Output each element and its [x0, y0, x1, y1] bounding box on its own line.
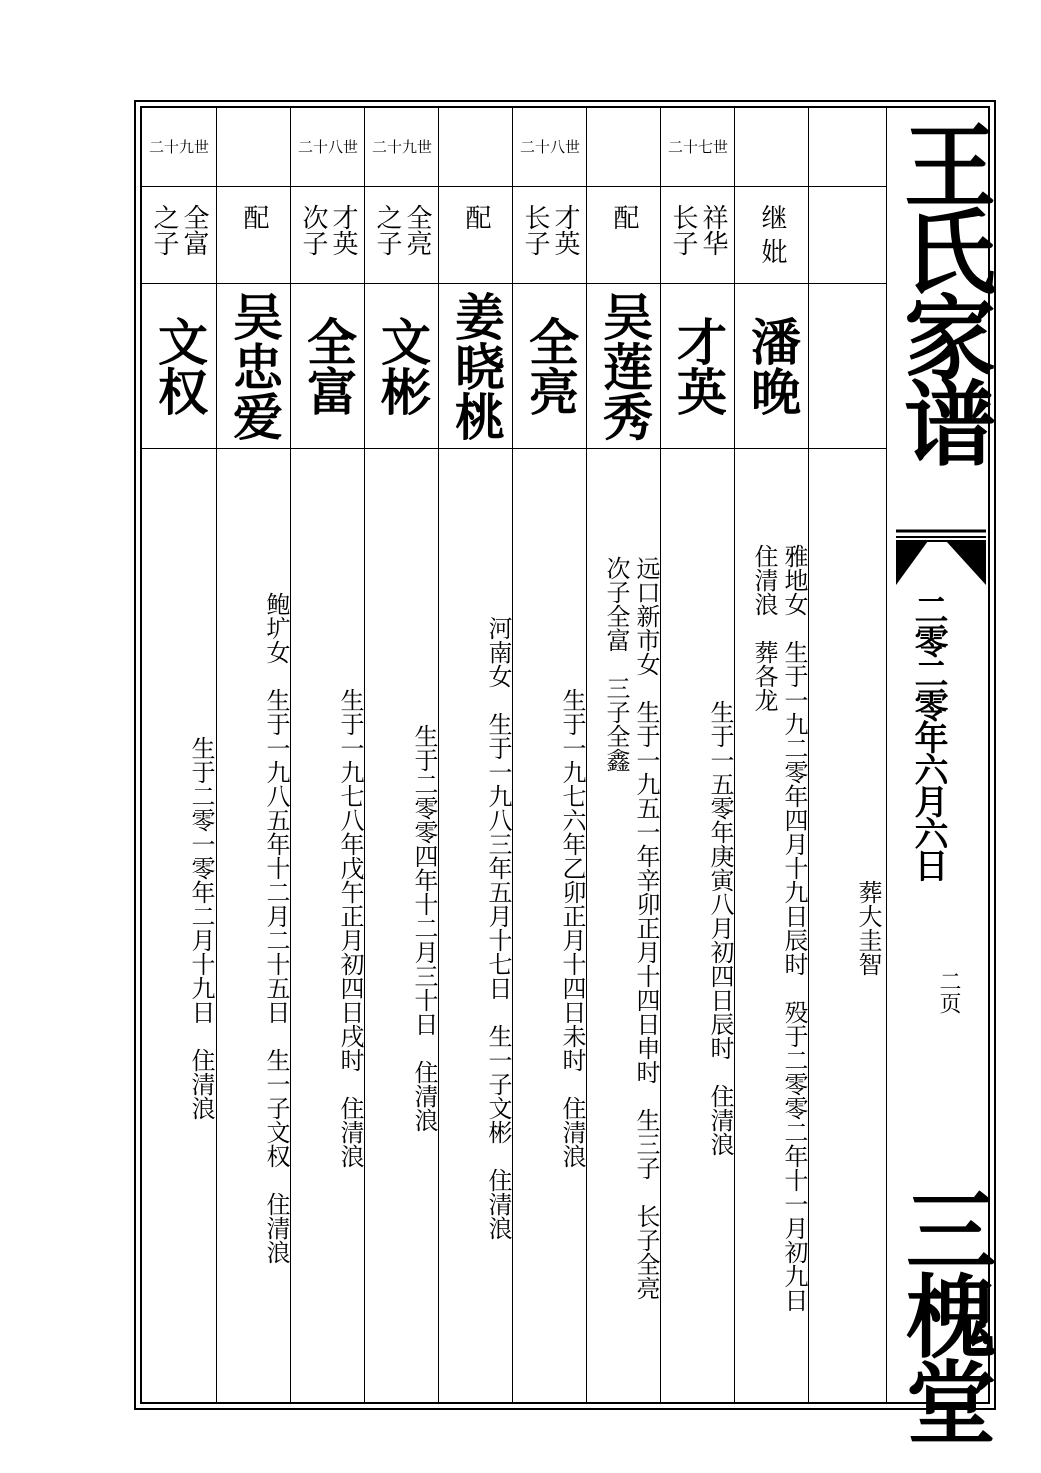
relation-label: 配 — [461, 204, 491, 230]
person-name: 姜晓桃 — [447, 290, 506, 441]
relation-label: 全亮 之子 — [372, 204, 432, 256]
title-divider — [886, 108, 887, 1402]
relation-label: 继 妣 — [757, 204, 787, 265]
person-column-7 — [586, 108, 660, 1402]
relation-label: 全富 之子 — [149, 204, 209, 256]
person-column-1 — [142, 108, 216, 1402]
person-column-2 — [216, 108, 290, 1402]
person-bio: 葬大圭智 — [854, 880, 882, 976]
person-name: 文权 — [150, 315, 209, 416]
hall-name: 三槐堂 — [890, 1184, 996, 1442]
person-name: 文彬 — [373, 315, 432, 416]
relation-label: 配 — [239, 204, 269, 230]
generation-label: 世九十二 — [371, 138, 432, 156]
relation-label — [809, 186, 883, 283]
generation-label — [439, 108, 513, 186]
person-bio: 生于一五零年庚寅八月初四日辰时 住清浪 — [706, 700, 734, 1156]
relation-label: 祥华 长子 — [668, 204, 728, 256]
person-name: 全亮 — [521, 315, 580, 416]
relation-label: 才英 次子 — [298, 204, 358, 256]
person-bio: 河南女 生于一九八三年五月十七日 生一子文彬 住清浪 — [484, 616, 512, 1240]
person-bio: 生于二零零四年十二月三十日 住清浪 — [410, 724, 438, 1132]
person-column-10 — [808, 108, 882, 1402]
person-bio: 生于一九七六年乙卯正月十四日未时 住清浪 — [558, 688, 586, 1168]
page-title: 王氏家谱 — [889, 118, 997, 462]
person-column-5 — [438, 108, 512, 1402]
person-column-6 — [512, 108, 586, 1402]
person-bio: 鲍圹女 生于一九八五年十二月二十五日 生一子文权 住清浪 — [262, 592, 290, 1264]
genealogy-table — [142, 108, 886, 1402]
banner-ornament — [888, 525, 990, 587]
generation-label: 世七十二 — [667, 138, 728, 156]
generation-label — [809, 108, 883, 186]
generation-label: 世九十二 — [148, 138, 209, 156]
page-number: 二页 — [936, 970, 961, 1014]
person-name: 才英 — [669, 315, 728, 416]
row-divider-relation — [142, 283, 886, 284]
generation-label — [217, 108, 291, 186]
generation-label — [587, 108, 661, 186]
generation-label: 世八十二 — [297, 138, 358, 156]
person-name: 潘晚 — [743, 315, 802, 416]
relation-label: 配 — [609, 204, 639, 230]
person-column-3 — [290, 108, 364, 1402]
person-name: 吴忠爱 — [225, 290, 284, 441]
relation-label: 才英 长子 — [520, 204, 580, 256]
row-divider-generation — [142, 186, 886, 187]
record-date: 二零二零年六月六日 — [908, 592, 948, 880]
person-name: 全富 — [299, 315, 358, 416]
person-bio: 远口新市女 生于一九五一年辛卯正月十四日申时 生三子 长子全亮 次子全富 三子全鑫 — [602, 556, 660, 1300]
generation-label — [735, 108, 809, 186]
person-column-4 — [364, 108, 438, 1402]
person-column-8 — [660, 108, 734, 1402]
person-bio: 雅地女 生于一九二零年四月十九日辰时 殁于二零零二年十一月初九日 住清浪 葬各龙 — [750, 544, 808, 1312]
person-column-9 — [734, 108, 808, 1402]
person-bio: 生于一九七八年戊午正月初四日戌时 住清浪 — [336, 688, 364, 1168]
person-name: 吴莲秀 — [595, 290, 654, 441]
person-name — [809, 283, 883, 448]
person-bio: 生于二零一零年二月十九日 住清浪 — [187, 736, 215, 1120]
row-divider-name — [142, 448, 886, 449]
generation-label: 世八十二 — [519, 138, 580, 156]
